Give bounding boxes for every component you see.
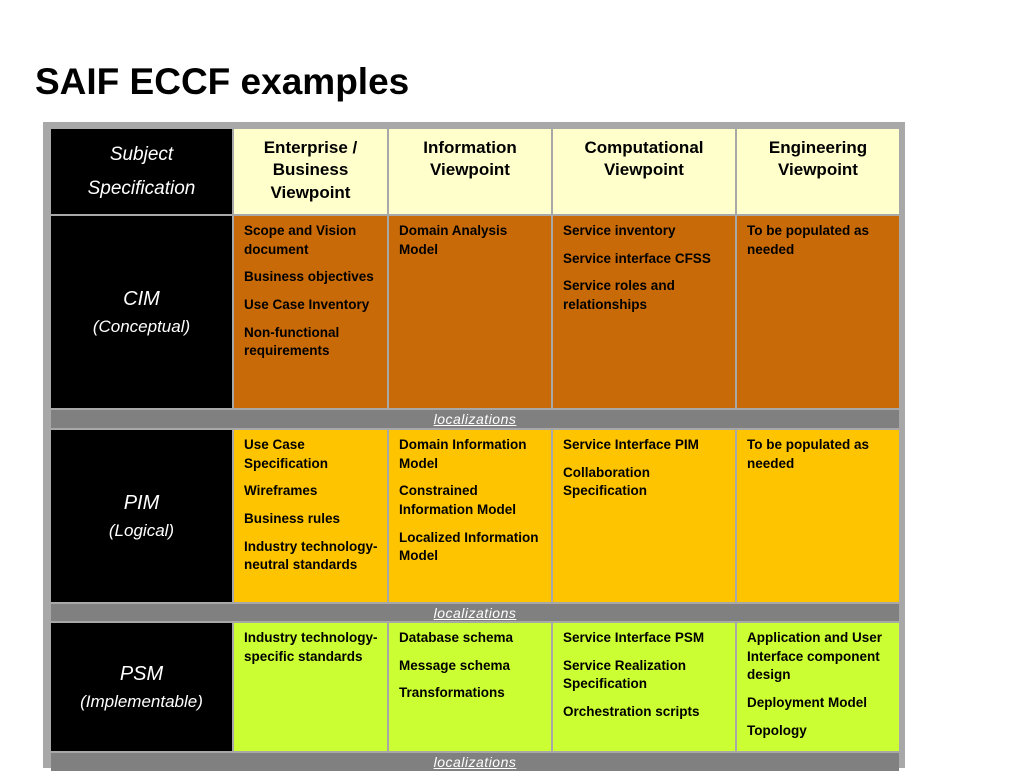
list-item: Business rules: [244, 510, 341, 526]
list-item: Use Case Inventory: [244, 296, 370, 312]
list-item: Industry technology-specific standards: [244, 630, 378, 664]
slide-title: SAIF ECCF examples: [35, 61, 410, 102]
pim-enterprise-cell: [234, 430, 387, 602]
row-header-psm: [51, 623, 232, 751]
psm-computational-cell: [553, 623, 735, 751]
pim-computational-cell: [553, 430, 735, 602]
list-item: Non-functional requirements: [244, 324, 340, 359]
list-item: Business objectives: [244, 269, 374, 285]
list-item: Service Interface PSM: [563, 630, 705, 645]
psm-engineering-cell: [737, 623, 899, 751]
list-item: Use Case Specification: [244, 437, 329, 471]
row-header-sub: (Logical): [108, 521, 175, 541]
localizations-bar: localizations: [51, 410, 899, 428]
pim-engineering-cell: [737, 430, 899, 602]
list-item: Message schema: [399, 657, 511, 673]
list-item: Deployment Model: [747, 694, 868, 710]
row-header-pim: [51, 430, 232, 602]
list-item: Database schema: [399, 630, 514, 645]
list-item: To be populated as needed: [747, 223, 870, 257]
list-item: Service roles and relationships: [563, 278, 675, 312]
list-item: To be populated as needed: [747, 437, 870, 471]
column-header-line: Viewpoint: [430, 160, 510, 180]
list-item: Collaboration Specification: [563, 464, 650, 499]
row-header-sub: (Conceptual): [92, 317, 191, 337]
list-item: Scope and Vision document: [244, 223, 357, 257]
corner-line-2: Specification: [87, 177, 196, 199]
list-item: Topology: [747, 722, 807, 738]
column-header-computational: [553, 129, 735, 214]
localizations-bar: localizations: [51, 604, 899, 621]
column-header-line: Enterprise /: [263, 138, 358, 157]
column-header-line: Viewpoint: [604, 160, 684, 180]
list-item: Localized Information Model: [399, 529, 539, 564]
list-item: Transformations: [399, 685, 505, 701]
psm-information-cell: [389, 623, 551, 751]
list-item: Service Interface PIM: [563, 437, 699, 452]
corner-line-1: Subject: [109, 144, 174, 166]
list-item: Domain Information Model: [399, 437, 527, 471]
row-header-name: CIM: [123, 288, 160, 311]
row-header-name: PSM: [119, 663, 164, 686]
list-item: Orchestration scripts: [563, 703, 700, 719]
row-header-cim: [51, 216, 232, 408]
pim-information-cell: [389, 430, 551, 602]
column-header-line: Information: [423, 138, 517, 157]
row-header-name: PIM: [123, 492, 160, 515]
cim-information-cell: [389, 216, 551, 408]
column-header-information: [389, 129, 551, 214]
list-item: Wireframes: [244, 483, 318, 499]
column-header-engineering: [737, 129, 899, 214]
eccf-table: [43, 122, 905, 768]
column-header-enterprise: [234, 129, 387, 214]
column-header-line: Engineering: [768, 138, 868, 157]
cim-engineering-cell: [737, 216, 899, 408]
list-item: Industry technology-neutral standards: [244, 538, 378, 573]
column-header-line: Business: [272, 160, 349, 180]
list-item: Domain Analysis Model: [399, 223, 508, 257]
corner-header: [51, 129, 232, 214]
cim-computational-cell: [553, 216, 735, 408]
row-header-sub: (Implementable): [80, 692, 203, 712]
localizations-bar: localizations: [51, 753, 899, 771]
column-header-line: Viewpoint: [270, 182, 351, 202]
list-item: Application and User Interface component design: [747, 630, 883, 683]
list-item: Service Realization Specification: [563, 657, 687, 692]
psm-enterprise-cell: [234, 623, 387, 751]
list-item: Service interface CFSS: [563, 250, 711, 266]
cim-enterprise-cell: [234, 216, 387, 408]
column-header-line: Viewpoint: [778, 160, 858, 180]
list-item: Service inventory: [563, 223, 676, 238]
column-header-line: Computational: [584, 138, 704, 157]
list-item: Constrained Information Model: [399, 483, 516, 517]
